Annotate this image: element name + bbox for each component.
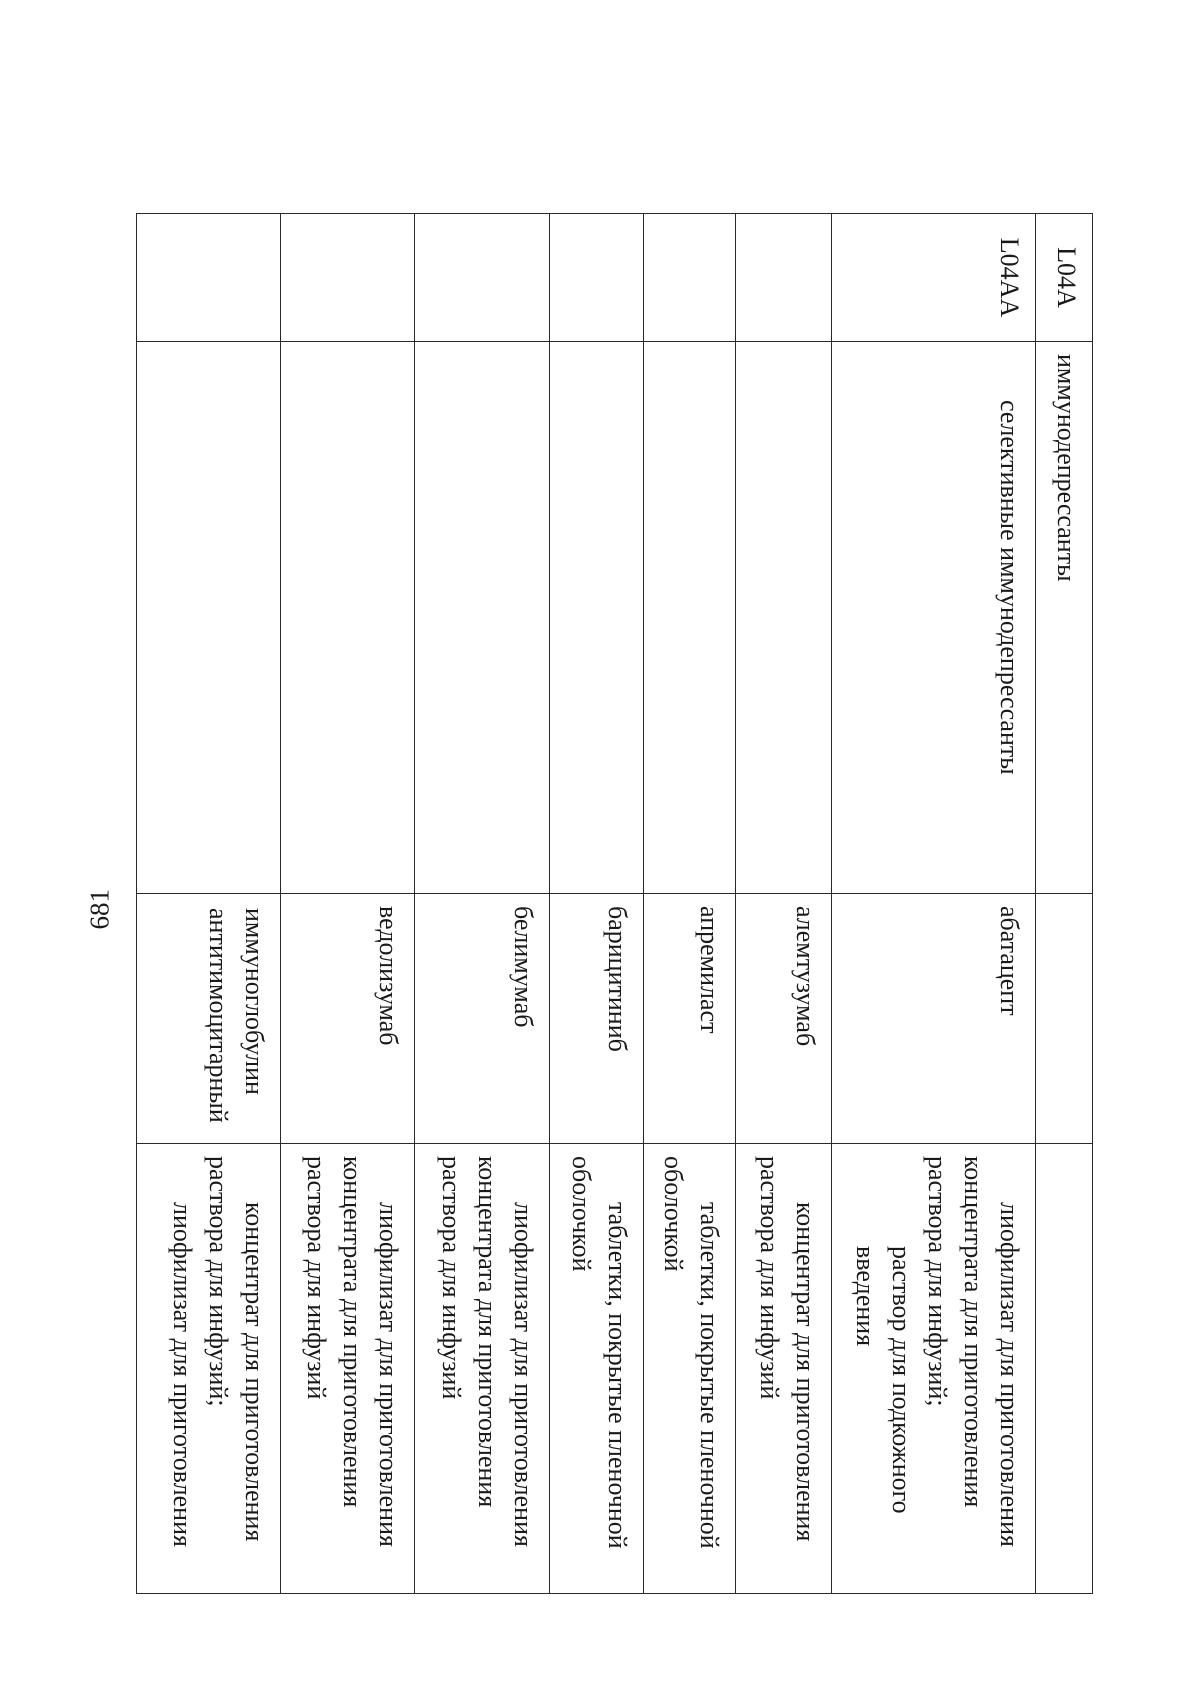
dosage-forms-cell [736, 1144, 832, 1594]
dosage-forms-cell [1036, 1144, 1093, 1594]
dosage-form-text: таблетки, покрытые пленочной оболочкой [659, 1156, 724, 1549]
group-name-cell [281, 342, 415, 894]
atc-code-cell [736, 214, 832, 342]
table-row [550, 214, 644, 1594]
drug-name-cell: белимумаб [415, 894, 550, 1144]
atc-code-cell [644, 214, 736, 342]
group-name-cell: селективные иммунодепрессанты [832, 342, 1036, 894]
table-row [832, 214, 1036, 1594]
drug-name-cell: барицитиниб [550, 894, 644, 1144]
drug-table-body [137, 214, 1093, 1594]
atc-code-cell [137, 214, 281, 342]
group-name-cell [137, 342, 281, 894]
atc-code-cell [550, 214, 644, 342]
page-number: 681 [84, 889, 115, 930]
dosage-form-text: лиофилизат для приготовления концентрата для приготовления раствора для инфузий; [923, 1156, 1024, 1547]
drug-table [136, 213, 1093, 1594]
dosage-forms-cell [550, 1144, 644, 1594]
dosage-form-text: лиофилизат для приготовления концентрата для приготовления раствора для инфузий [437, 1156, 538, 1547]
group-name-cell [550, 342, 644, 894]
drug-name-cell: ведолизумаб [281, 894, 415, 1144]
rotated-table-wrapper [133, 213, 1093, 1593]
dosage-form-text: раствор для подкожного введения [851, 1246, 916, 1514]
drug-name-cell: иммуноглобулин антитимоцитарный [137, 894, 281, 1144]
dosage-forms-cell [644, 1144, 736, 1594]
dosage-form-text: концентрат для приготовления раствора для инфузий; [204, 1156, 269, 1542]
dosage-form-text: концентрат для приготовления раствора для инфузий [755, 1156, 820, 1542]
atc-code-cell: L04A [1036, 214, 1093, 342]
table-row [415, 214, 550, 1594]
dosage-forms-cell [137, 1144, 281, 1594]
group-name-cell [415, 342, 550, 894]
atc-code-cell: L04AA [832, 214, 1036, 342]
dosage-form-text: лиофилизат для приготовления [168, 1202, 197, 1547]
drug-name-cell: апремиласт [644, 894, 736, 1144]
drug-name-cell: абатацепт [832, 894, 1036, 1144]
drug-name-cell [1036, 894, 1093, 1144]
atc-code-cell [281, 214, 415, 342]
table-row [1036, 214, 1093, 1594]
dosage-forms-cell [281, 1144, 415, 1594]
group-name-cell: иммунодепрессанты [1036, 342, 1093, 894]
table-row [736, 214, 832, 1594]
table-row [644, 214, 736, 1594]
group-name-cell [736, 342, 832, 894]
table-row [281, 214, 415, 1594]
group-name-cell [644, 342, 736, 894]
table-row [137, 214, 281, 1594]
dosage-forms-cell [832, 1144, 1036, 1594]
dosage-forms-cell [415, 1144, 550, 1594]
drug-name-cell: алемтузумаб [736, 894, 832, 1144]
atc-code-cell [415, 214, 550, 342]
dosage-form-text: таблетки, покрытые пленочной оболочкой [567, 1156, 632, 1549]
dosage-form-text: лиофилизат для приготовления концентрата для приготовления раствора для инфузий [302, 1156, 403, 1547]
